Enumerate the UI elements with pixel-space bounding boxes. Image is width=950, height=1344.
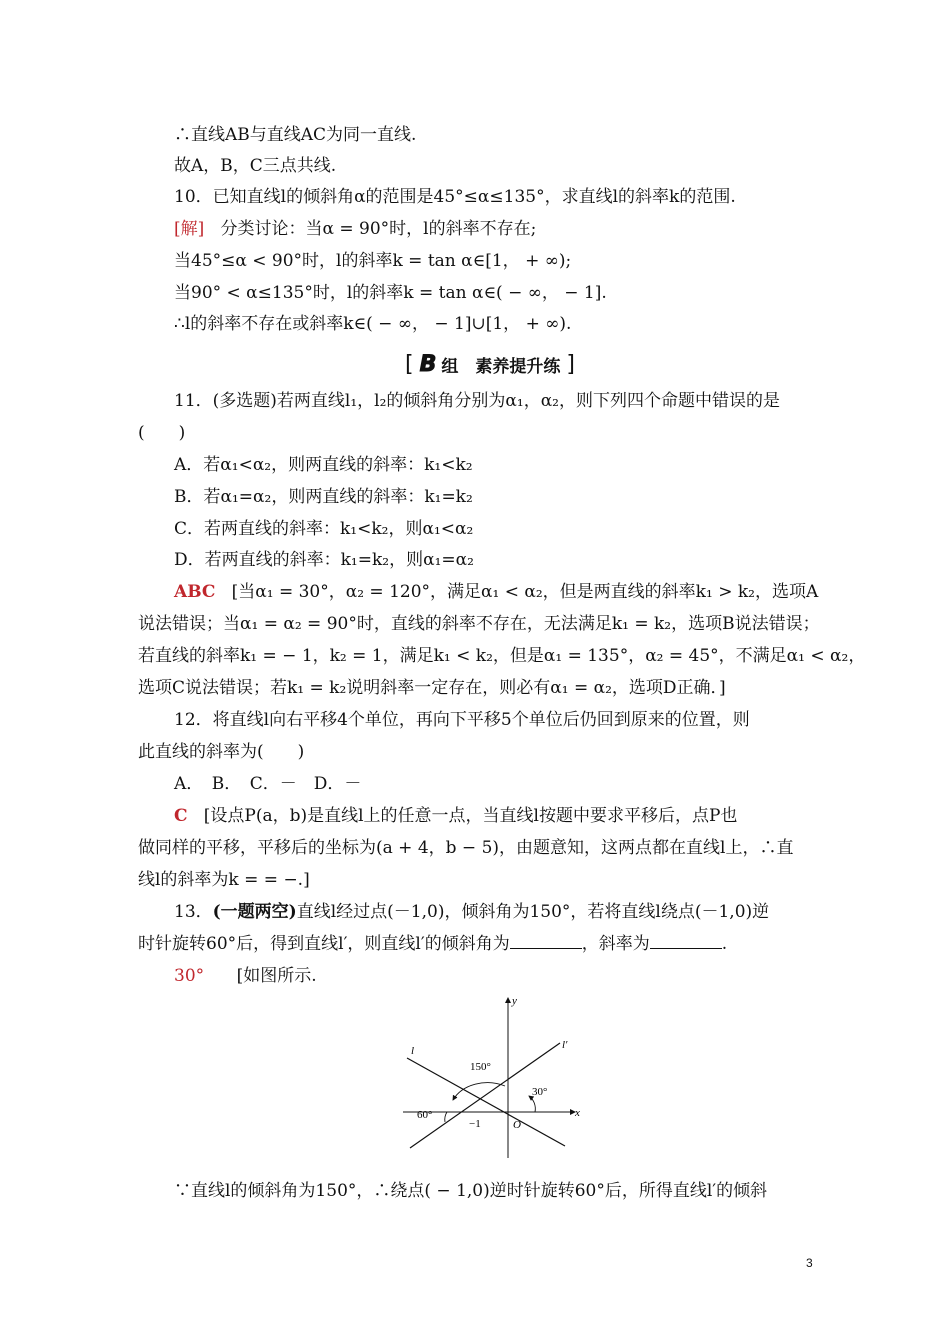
explanation-text: [设点P(a，b)是直线l上的任意一点，当直线l按题中要求平移后，点P也 <box>203 806 738 826</box>
l-prime-label: l′ <box>562 1039 568 1051</box>
option-c: C．若两直线的斜率：k₁<k₂，则α₁<α₂ <box>174 519 474 539</box>
question-tag: (一题两空) <box>212 902 297 922</box>
answer-line <box>174 965 854 987</box>
l-label: l <box>411 1045 415 1057</box>
answer-blank-2 <box>650 934 722 949</box>
text-line: 故A，B，C三点共线. <box>174 156 337 176</box>
solution-line <box>174 218 854 240</box>
question-text: . <box>721 934 728 954</box>
text-line: 线l的斜率为k = = −.] <box>138 870 310 890</box>
question-10: 10．已知直线l的倾斜角α的范围是45°≤α≤135°，求直线l的斜率k的范围. <box>174 187 736 207</box>
minus-one-label: −1 <box>469 1118 481 1130</box>
text-line: 若直线的斜率k₁ = − 1，k₂ = 1，满足k₁ < k₂，但是α₁ = 135°，α₂ = 45°，不满足α₁ < α₂， <box>138 646 866 666</box>
question-13-cont <box>138 933 818 955</box>
text-line: 当45°≤α < 90°时，l的斜率k = tan α∈[1， + ∞); <box>174 251 572 271</box>
explanation-text: [当α₁ = 30°，α₂ = 120°，满足α₁ < α₂，但是两直线的斜率k₁ > k₂，选项A <box>231 582 819 602</box>
answer-line <box>174 581 854 603</box>
answer-blank-1 <box>510 934 582 949</box>
answer-12: C <box>174 806 188 826</box>
text-line: 做同样的平移，平移后的坐标为(a + 4，b − 5)，由题意知，这两点都在直线l上，∴直 <box>138 838 794 858</box>
group-badge: B <box>419 351 436 377</box>
arc-60 <box>445 1112 447 1122</box>
options-12: A． B． C．－ D．－ <box>174 774 362 794</box>
origin-label: O <box>513 1119 521 1131</box>
solution-label: [解] <box>174 219 205 239</box>
question-11: 11．(多选题)若两直线l₁，l₂的倾斜角分别为α₁，α₂，则下列四个命题中错误的是 <box>174 391 780 411</box>
text-line: ∵直线l的倾斜角为150°，∴绕点( − 1,0)逆时针旋转60°后，所得直线l′的倾斜 <box>174 1181 768 1201</box>
section-banner <box>390 349 590 379</box>
arc-30 <box>529 1096 535 1112</box>
arc-150 <box>453 1083 505 1100</box>
answer-line <box>174 805 854 827</box>
text-line: ∴直线AB与直线AC为同一直线. <box>174 125 417 145</box>
y-label: y <box>512 995 517 1007</box>
angle-30-label: 30° <box>532 1086 548 1098</box>
banner-title: 组 素养提升练 <box>441 356 561 377</box>
text-line: 此直线的斜率为( ) <box>138 742 305 762</box>
answer-parens: ( ) <box>138 423 186 443</box>
angle-60-label: 60° <box>417 1109 433 1121</box>
question-text: 时针旋转60°后，得到直线l′，则直线l′的倾斜角为 <box>138 934 510 954</box>
explanation-text: [如图所示. <box>236 966 317 986</box>
option-b: B．若α₁=α₂，则两直线的斜率：k₁=k₂ <box>174 487 473 507</box>
banner-open-bracket: [ <box>405 351 414 377</box>
coordinate-figure <box>395 988 595 1163</box>
banner-close-bracket: ] <box>566 351 575 377</box>
answer-13: 30° <box>174 966 205 986</box>
answer-11: ABC <box>174 582 216 602</box>
angle-150-label: 150° <box>470 1061 491 1073</box>
text-line: 说法错误；当α₁ = α₂ = 90°时，直线的斜率不存在，无法满足k₁ = k₂，选项B说法错误； <box>138 614 820 634</box>
question-12: 12．将直线l向右平移4个单位，再向下平移5个单位后仍回到原来的位置，则 <box>174 710 750 730</box>
text-line: ∴l的斜率不存在或斜率k∈( − ∞， − 1]∪[1， + ∞). <box>174 314 572 334</box>
question-text: ，斜率为 <box>581 934 650 954</box>
text-line: 选项C说法错误；若k₁ = k₂说明斜率一定存在，则必有α₁ = α₂，选项D正确．] <box>138 678 726 698</box>
page-number: 3 <box>806 1256 813 1270</box>
option-a: A．若α₁<α₂，则两直线的斜率：k₁<k₂ <box>174 455 473 475</box>
solution-text: 分类讨论：当α = 90°时，l的斜率不存在; <box>220 219 537 239</box>
x-label: x <box>575 1107 580 1119</box>
question-13 <box>174 901 854 923</box>
question-text: 直线l经过点(－1,0)，倾斜角为150°，若将直线l绕点(－1,0)逆 <box>296 902 770 922</box>
text-line: 当90° < α≤135°时，l的斜率k = tan α∈( − ∞， − 1]. <box>174 283 607 303</box>
option-d: D．若两直线的斜率：k₁=k₂，则α₁=α₂ <box>174 550 474 570</box>
question-number: 13． <box>174 902 213 922</box>
